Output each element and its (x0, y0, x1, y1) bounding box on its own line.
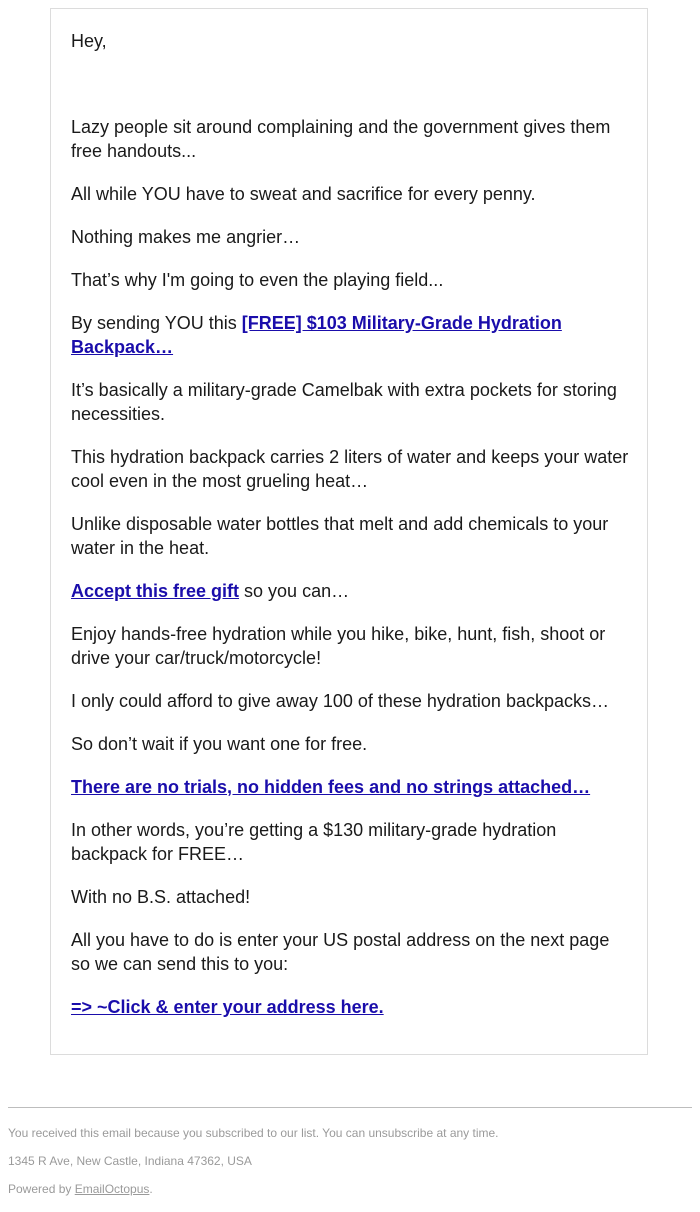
paragraph-camelbak: It’s basically a military-grade Camelbak with extra pockets for storing necessities. (71, 380, 617, 424)
no-trials-link[interactable]: There are no trials, no hidden fees and no strings attached… (71, 777, 591, 797)
accept-gift-suffix: so you can… (239, 581, 350, 601)
powered-by-suffix: . (149, 1182, 153, 1196)
paragraph-limited: I only could afford to give away 100 of these hydration backpacks… (71, 691, 609, 711)
footer-divider (8, 1107, 692, 1108)
email-card (50, 8, 648, 1055)
email-body (71, 29, 631, 1038)
spacer (71, 72, 631, 115)
paragraph-hands-free: Enjoy hands-free hydration while you hike, bike, hunt, fish, shoot or drive your car/truck/motorcycle! (71, 624, 606, 668)
accept-gift-link[interactable]: Accept this free gift (71, 581, 240, 601)
paragraph-other-words: In other words, you’re getting a $130 military-grade hydration backpack for FREE… (71, 820, 557, 864)
paragraph-dont-wait: So don’t wait if you want one for free. (71, 734, 368, 754)
paragraph-no-trials (71, 775, 631, 799)
paragraph-playing-field: That’s why I'm going to even the playing field... (71, 270, 444, 290)
free-backpack-link[interactable]: [FREE] $103 Military-Grade Hydration Backpack… (71, 313, 562, 357)
paragraph-sacrifice: All while YOU have to sweat and sacrifice for every penny. (71, 184, 536, 204)
paragraph-capacity: This hydration backpack carries 2 liters of water and keeps your water cool even in the most grueling heat… (71, 447, 629, 491)
paragraph-no-bs: With no B.S. attached! (71, 887, 251, 907)
greeting: Hey, (71, 31, 107, 51)
emailoctopus-link[interactable]: EmailOctopus (74, 1182, 150, 1196)
paragraph-angrier: Nothing makes me angrier… (71, 227, 301, 247)
sending-offer-text: By sending YOU this (71, 313, 242, 333)
footer-subscription-notice: You received this email because you subscribed to our list. You can unsubscribe at any time. (8, 1126, 499, 1140)
footer-powered-by (8, 1181, 692, 1197)
paragraph-sending-offer (71, 311, 631, 359)
paragraph-accept-gift (71, 579, 631, 603)
paragraph-bottles: Unlike disposable water bottles that melt and add chemicals to your water in the heat. (71, 514, 609, 558)
footer-address: 1345 R Ave, New Castle, Indiana 47362, USA (8, 1154, 252, 1168)
powered-by-prefix: Powered by (8, 1182, 75, 1196)
paragraph-postal-address: All you have to do is enter your US postal address on the next page so we can send this to you: (71, 930, 610, 974)
paragraph-cta (71, 995, 631, 1019)
paragraph-handouts: Lazy people sit around complaining and the government gives them free handouts... (71, 117, 611, 161)
enter-address-link[interactable]: => ~Click & enter your address here. (71, 997, 384, 1017)
email-footer (8, 1125, 692, 1209)
